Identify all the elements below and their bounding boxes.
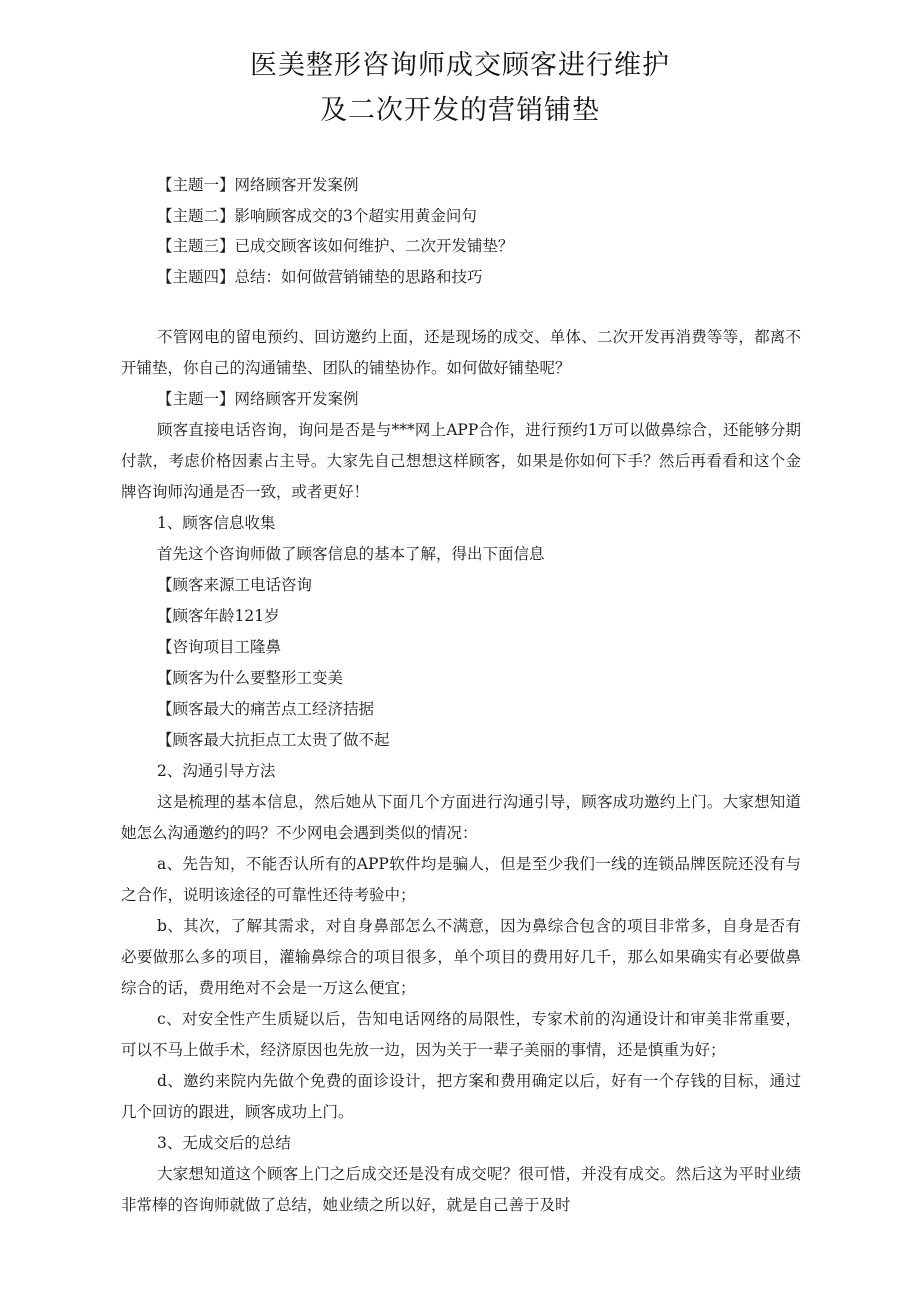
info-item: 【咨询项目工隆鼻 bbox=[157, 638, 282, 656]
info-item: 【顾客最大抗拒点工太贵了做不起 bbox=[157, 731, 390, 749]
summary-paragraph: 大家想知道这个顾客上门之后成交还是没有成交呢？很可惜，并没有成交。然后这为平时业绩非常棒的咨询师就做了总结，她业绩之所以好，就是自己善于及时 bbox=[121, 1165, 801, 1214]
topic-item: 【主题二】影响顾客成交的3个超实用黄金问句 bbox=[157, 206, 477, 225]
topic-list bbox=[157, 170, 857, 292]
info-intro: 首先这个咨询师做了顾客信息的基本了解，得出下面信息 bbox=[157, 545, 545, 563]
section-heading-topic1: 【主题一】网络顾客开发案例 bbox=[157, 390, 359, 408]
topic-item: 【主题四】总结：如何做营销铺垫的思路和技巧 bbox=[157, 267, 483, 286]
document-body bbox=[121, 322, 801, 1221]
point-d-paragraph: d、邀约来院内先做个免费的面诊设计，把方案和费用确定以后，好有一个存钱的目标，通过几个回访的跟进，顾客成功上门。 bbox=[121, 1072, 801, 1121]
section-heading-info-collection: 1、顾客信息收集 bbox=[157, 514, 276, 532]
point-a-paragraph: a、先告知，不能否认所有的APP软件均是骗人，但是至少我们一线的连锁品牌医院还没有与之合作，说明该途径的可靠性还待考验中； bbox=[121, 855, 801, 904]
info-item: 【顾客最大的痛苦点工经济拮据 bbox=[157, 700, 375, 718]
topic-item: 【主题三】已成交顾客该如何维护、二次开发铺垫？ bbox=[157, 237, 514, 255]
case-paragraph: 顾客直接电话咨询，询问是否是与***网上APP合作，进行预约1万可以做鼻综合，还能够分期付款，考虑价格因素占主导。大家先自己想想这样顾客，如果是你如何下手？然后再看看和这个金牌咨询师沟通是否一致，或者更好！ bbox=[121, 421, 801, 501]
section-heading-communication: 2、沟通引导方法 bbox=[157, 762, 276, 780]
document-title-line-2: 及二次开发的营销铺垫 bbox=[320, 95, 600, 126]
section-heading-summary: 3、无成交后的总结 bbox=[157, 1134, 291, 1152]
intro-paragraph: 不管网电的留电预约、回访邀约上面，还是现场的成交、单体、二次开发再消费等等，都离不开铺垫，你自己的沟通铺垫、团队的铺垫协作。如何做好铺垫呢？ bbox=[121, 328, 801, 377]
document-title-line-1: 医美整形咨询师成交顾客进行维护 bbox=[250, 50, 670, 81]
point-b-paragraph: b、其次，了解其需求，对自身鼻部怎么不满意，因为鼻综合包含的项目非常多，自身是否有必要做那么多的项目，灌输鼻综合的项目很多，单个项目的费用好几千，那么如果确实有必要做鼻综合的话，费用绝对不会是一万这么便宜； bbox=[121, 917, 801, 997]
communication-intro-paragraph: 这是梳理的基本信息，然后她从下面几个方面进行沟通引导，顾客成功邀约上门。大家想知道她怎么沟通邀约的吗？不少网电会遇到类似的情况： bbox=[121, 793, 801, 842]
point-c-paragraph: c、对安全性产生质疑以后，告知电话网络的局限性，专家术前的沟通设计和审美非常重要，可以不马上做手术，经济原因也先放一边，因为关于一辈子美丽的事情，还是慎重为好； bbox=[121, 1010, 801, 1059]
info-item: 【顾客年龄121岁 bbox=[157, 607, 280, 625]
topic-item: 【主题一】网络顾客开发案例 bbox=[157, 176, 359, 194]
info-item: 【顾客来源工电话咨询 bbox=[157, 576, 313, 594]
info-item: 【顾客为什么要整形工变美 bbox=[157, 669, 344, 687]
